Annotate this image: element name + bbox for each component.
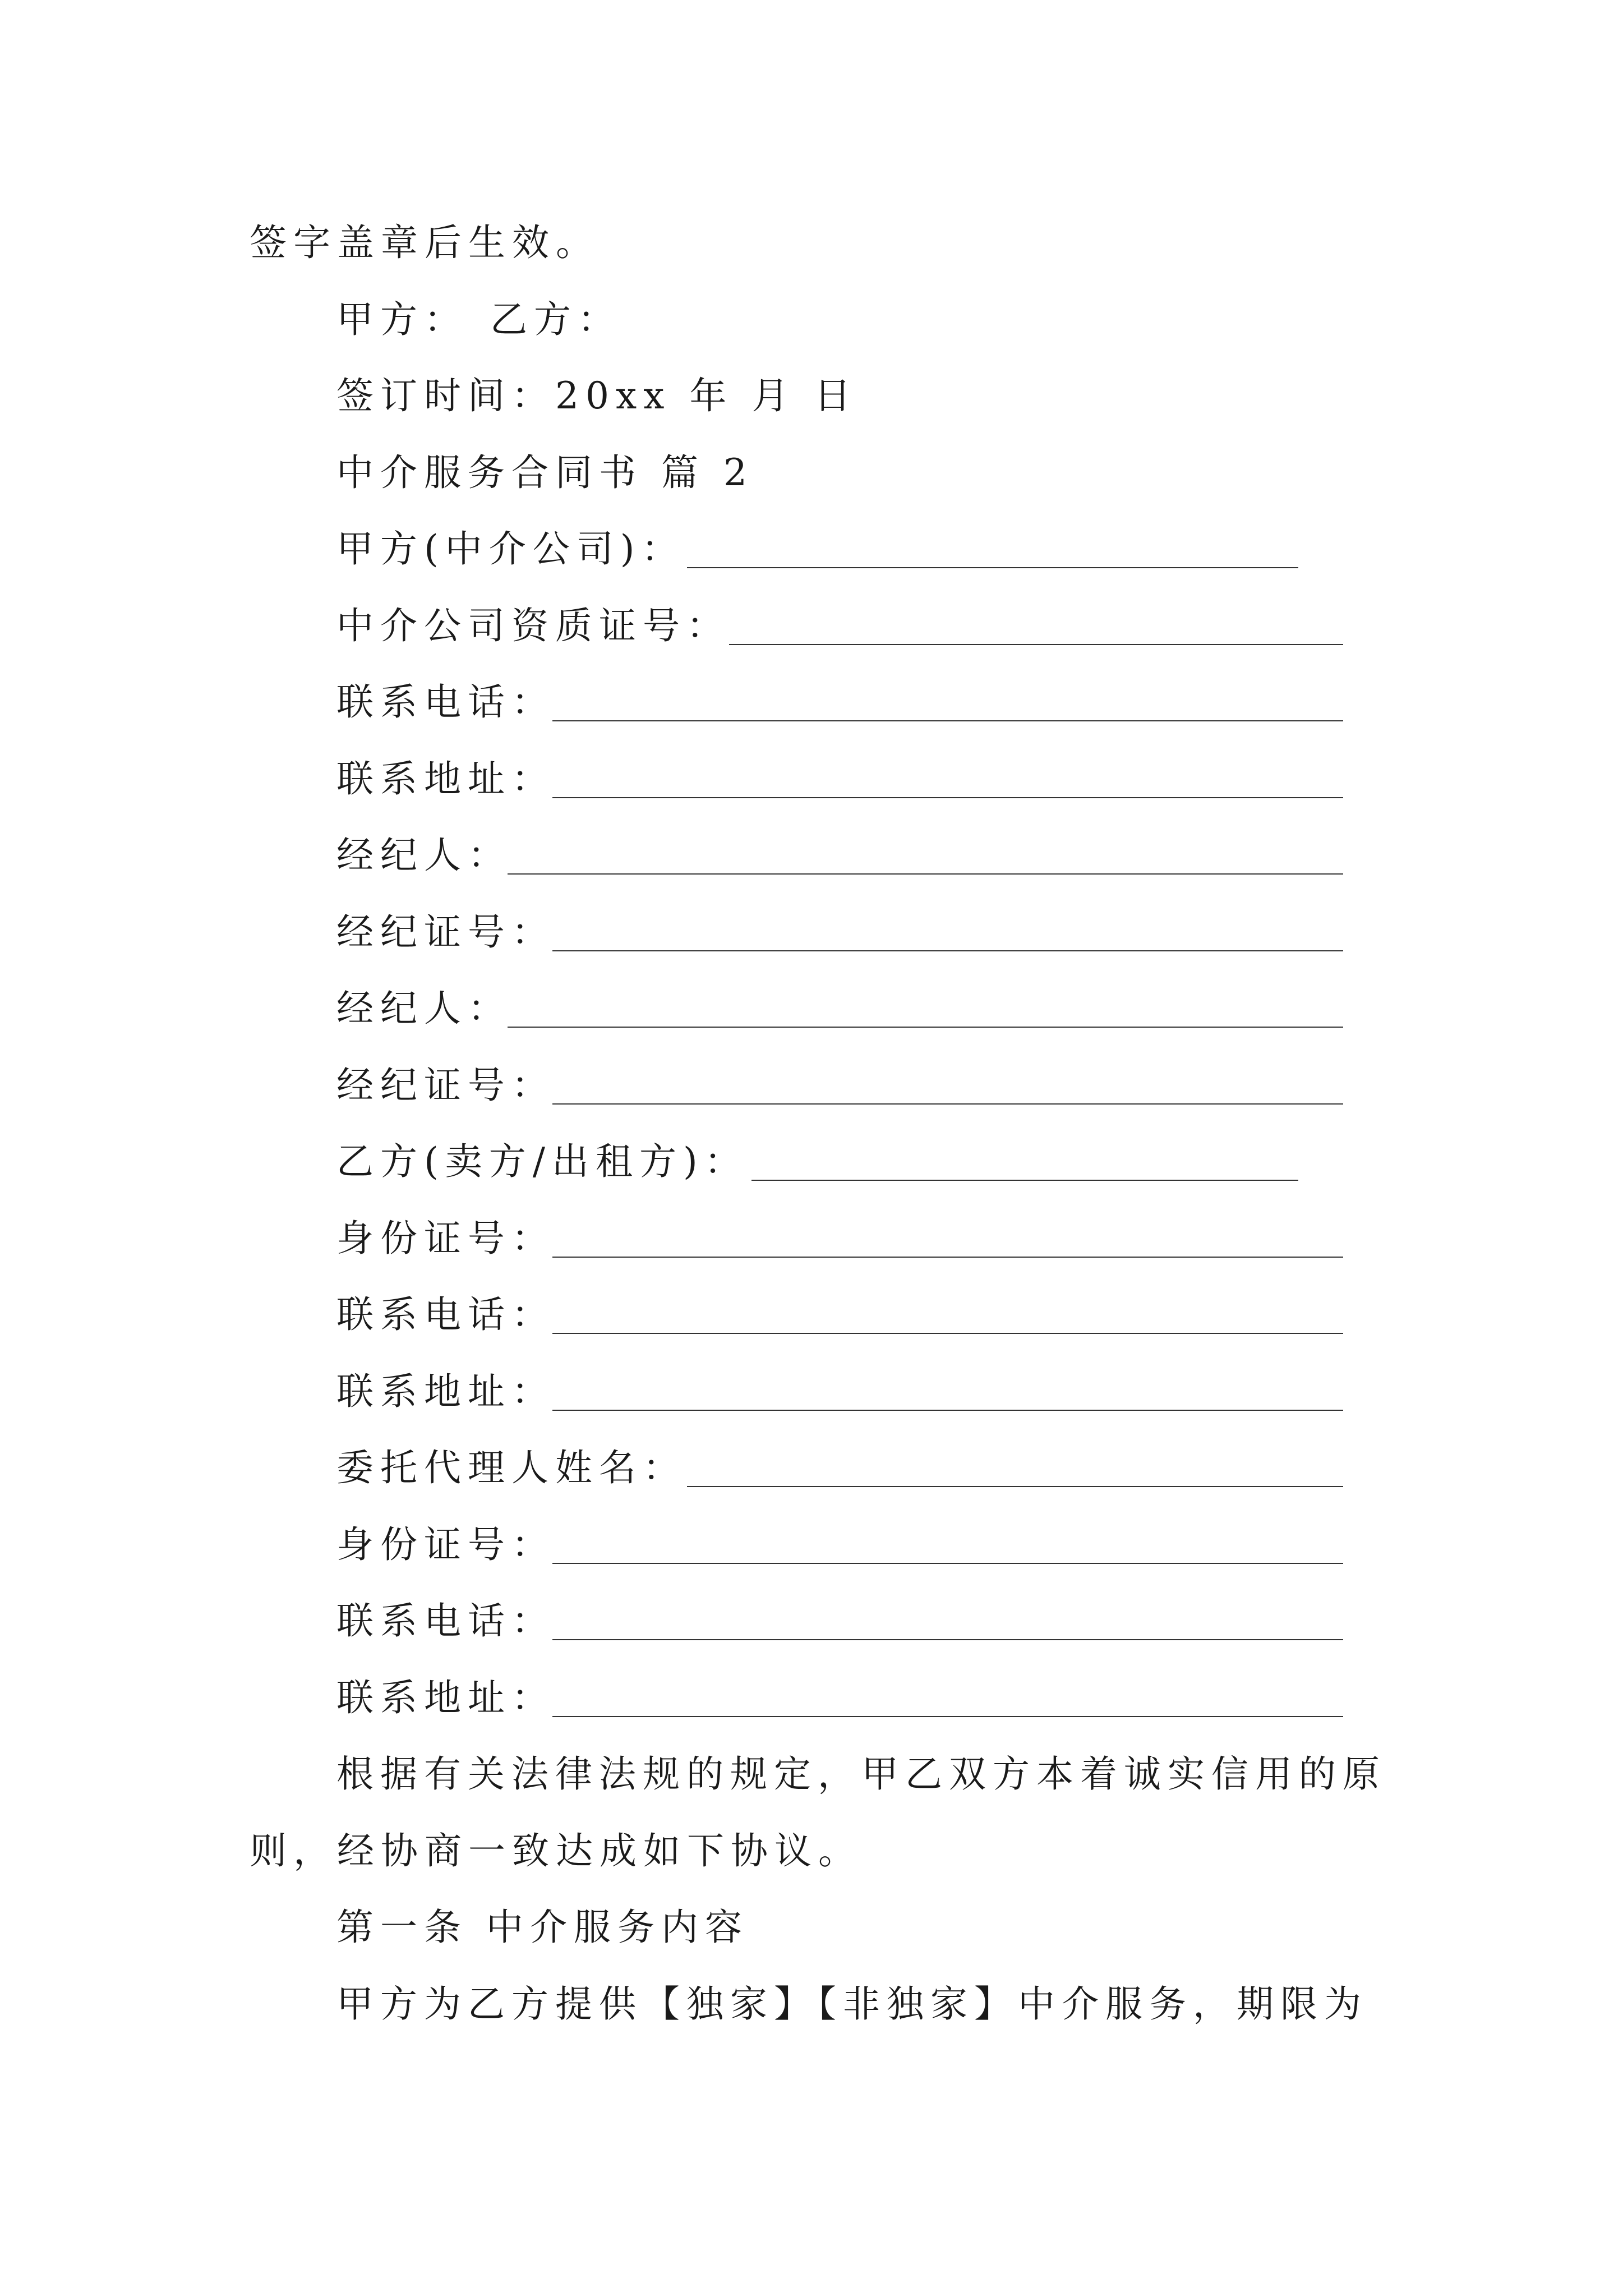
field-blank-broker-2[interactable] bbox=[508, 1027, 1343, 1028]
field-label-broker-cert-2: 经纪证号： bbox=[336, 1064, 555, 1107]
field-blank-broker-1[interactable] bbox=[508, 873, 1343, 875]
field-label-broker-cert-1: 经纪证号： bbox=[336, 910, 555, 954]
field-blank-agent-phone[interactable] bbox=[552, 1639, 1343, 1640]
field-blank-seller-phone[interactable] bbox=[552, 1333, 1343, 1334]
field-blank-agency[interactable] bbox=[687, 567, 1298, 568]
field-blank-agent-address[interactable] bbox=[552, 1716, 1343, 1717]
section-title: 中介服务合同书 篇 2 bbox=[336, 451, 754, 494]
field-label-agency-phone: 联系电话： bbox=[336, 680, 555, 724]
party-a-label: 甲方： bbox=[336, 298, 468, 341]
field-blank-agency-address[interactable] bbox=[552, 797, 1343, 798]
article-1-title: 第一条 中介服务内容 bbox=[336, 1906, 749, 1949]
field-label-seller-phone: 联系电话： bbox=[336, 1293, 555, 1336]
field-label-agent-id: 身份证号： bbox=[336, 1523, 555, 1566]
field-blank-qualification-no[interactable] bbox=[729, 644, 1343, 645]
field-label-seller-address: 联系地址： bbox=[336, 1370, 555, 1413]
field-blank-seller-address[interactable] bbox=[552, 1410, 1343, 1411]
signing-date-text: 签订时间：20xx 年 月 日 bbox=[336, 374, 858, 417]
field-blank-broker-cert-2[interactable] bbox=[552, 1103, 1343, 1105]
field-label-qualification-no: 中介公司资质证号： bbox=[336, 604, 730, 647]
field-label-agent-address: 联系地址： bbox=[336, 1676, 555, 1719]
field-blank-seller[interactable] bbox=[751, 1180, 1298, 1181]
paragraph-line-1: 根据有关法律法规的规定，甲乙双方本着诚实信用的原 bbox=[336, 1752, 1386, 1796]
field-label-agency: 甲方(中介公司)： bbox=[336, 527, 685, 570]
field-blank-agency-phone[interactable] bbox=[552, 720, 1343, 721]
field-label-seller: 乙方(卖方/出租方)： bbox=[336, 1140, 748, 1183]
field-label-agency-address: 联系地址： bbox=[336, 757, 555, 800]
article-1-body: 甲方为乙方提供【独家】【非独家】中介服务，期限为 bbox=[336, 1982, 1368, 2026]
field-label-broker-2: 经纪人： bbox=[336, 987, 511, 1030]
signatories-line bbox=[336, 293, 621, 347]
field-blank-broker-cert-1[interactable] bbox=[552, 950, 1343, 951]
field-label-broker-1: 经纪人： bbox=[336, 834, 511, 877]
intro-tail-text: 签字盖章后生效。 bbox=[250, 221, 600, 264]
field-label-seller-id: 身份证号： bbox=[336, 1217, 555, 1260]
field-blank-seller-id[interactable] bbox=[552, 1257, 1343, 1258]
field-blank-agent-id[interactable] bbox=[552, 1563, 1343, 1564]
field-blank-agent-name[interactable] bbox=[687, 1486, 1343, 1487]
paragraph-line-2: 则，经协商一致达成如下协议。 bbox=[250, 1829, 862, 1872]
field-label-agent-phone: 联系电话： bbox=[336, 1599, 555, 1642]
party-b-label: 乙方： bbox=[490, 298, 621, 341]
field-label-agent-name: 委托代理人姓名： bbox=[336, 1446, 686, 1489]
